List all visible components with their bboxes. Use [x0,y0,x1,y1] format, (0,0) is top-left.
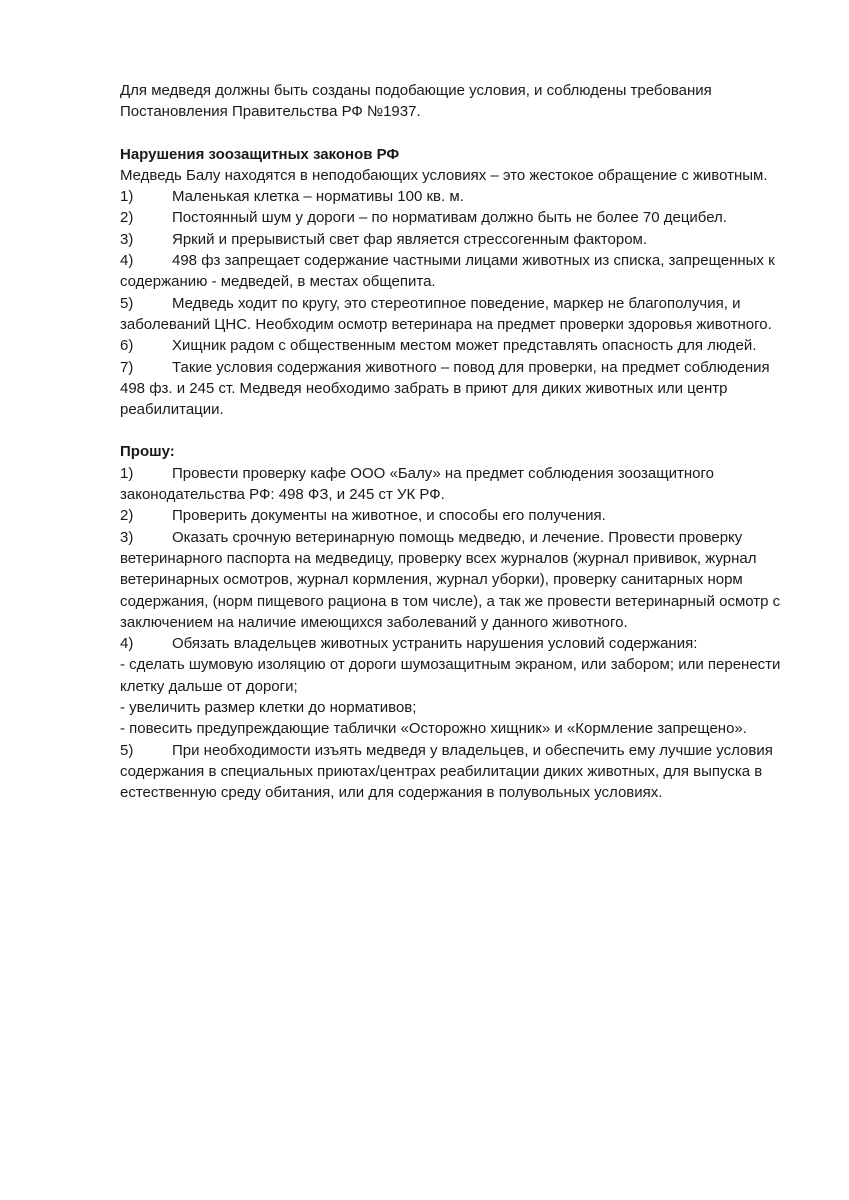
violations-heading: Нарушения зоозащитных законов РФ [120,145,400,163]
item-text: Провести проверку кафе ООО «Балу» на предмет соблюдения зоозащитного законодательства РФ: 498 ФЗ, и 245 ст УК РФ. [120,464,714,504]
item-text: Обязать владельцев животных устранить нарушения условий содержания: [172,635,698,653]
item-number: 4) [120,252,134,270]
item-number: 5) [120,294,134,312]
item-number: 5) [120,741,134,759]
item-number: 1) [120,464,134,482]
item-text: Проверить документы на животное, и способы его получения. [172,507,606,525]
spacer [120,420,785,441]
item-number: 3) [120,230,134,248]
item-text: Постоянный шум у дороги – по нормативам должно быть не более 70 децибел. [172,209,727,227]
item-text: Маленькая клетка – нормативы 100 кв. м. [172,188,464,206]
spacer [120,123,785,144]
item-number: 7) [120,358,134,376]
request-item-4 [120,633,785,654]
request-sub-item-2: - увеличить размер клетки до нормативов; [120,699,417,717]
requests-heading: Прошу: [120,443,175,461]
violation-item-6 [120,335,785,356]
request-item-3 [120,527,785,633]
violation-item-2 [120,207,785,228]
item-number: 6) [120,337,134,355]
item-number: 2) [120,209,134,227]
item-text: Оказать срочную ветеринарную помощь медведю, и лечение. Провести проверку ветеринарного паспорта на медведицу, проверку всех журналов (журнал прививок, журнал ветеринарных осмотров, журнал кормления, журнал уборки), проверку санитарных норм содержания, (норм пищевого рациона в том числе), а так же провести ветеринарный осмотр с заключением на наличие имеющихся заболеваний у данного животного. [120,528,781,631]
item-text: 498 фз запрещает содержание частными лицами животных из списка, запрещенных к содержанию - медведей, в местах общепита. [120,252,775,291]
item-text: При необходимости изъять медведя у владельцев, и обеспечить ему лучшие условия содержания в специальных приютах/центрах реабилитации диких животных, для выпуска в естественную среду обитания, или для содержания в полувольных условиях. [120,741,773,802]
request-item-5 [120,740,785,804]
request-item-1 [120,463,785,506]
request-sub-item-1: - сделать шумовую изоляцию от дороги шумозащитным экраном, или забором; или перенести клетку дальше от дороги; [120,656,781,695]
item-number: 1) [120,188,134,206]
item-text: Яркий и прерывистый свет фар является стрессогенным фактором. [172,230,648,248]
intro-paragraph: Для медведя должны быть созданы подобающие условия, и соблюдены требования Постановления Правительства РФ №1937. [120,82,712,121]
item-text: Такие условия содержания животного – повод для проверки, на предмет соблюдения 498 фз. и 245 ст. Медведя необходимо забрать в приют для диких животных или центр реабилитации. [120,358,770,419]
request-item-2 [120,505,785,526]
item-number: 4) [120,635,134,653]
violation-item-5 [120,293,785,336]
violation-item-4 [120,250,785,293]
violation-item-3 [120,229,785,250]
violation-item-7 [120,357,785,421]
item-number: 3) [120,528,134,546]
item-number: 2) [120,507,134,525]
document-body [120,80,785,804]
violation-item-1 [120,186,785,207]
item-text: Медведь ходит по кругу, это стереотипное поведение, маркер не благополучия, и заболеваний ЦНС. Необходим осмотр ветеринара на предмет проверки здоровья животного. [120,294,772,333]
violations-lead: Медведь Балу находятся в неподобающих условиях – это жестокое обращение с животным. [120,166,768,184]
request-sub-item-3: - повесить предупреждающие таблички «Осторожно хищник» и «Кормление запрещено». [120,720,747,738]
item-text: Хищник радом с общественным местом может представлять опасность для людей. [172,337,757,355]
